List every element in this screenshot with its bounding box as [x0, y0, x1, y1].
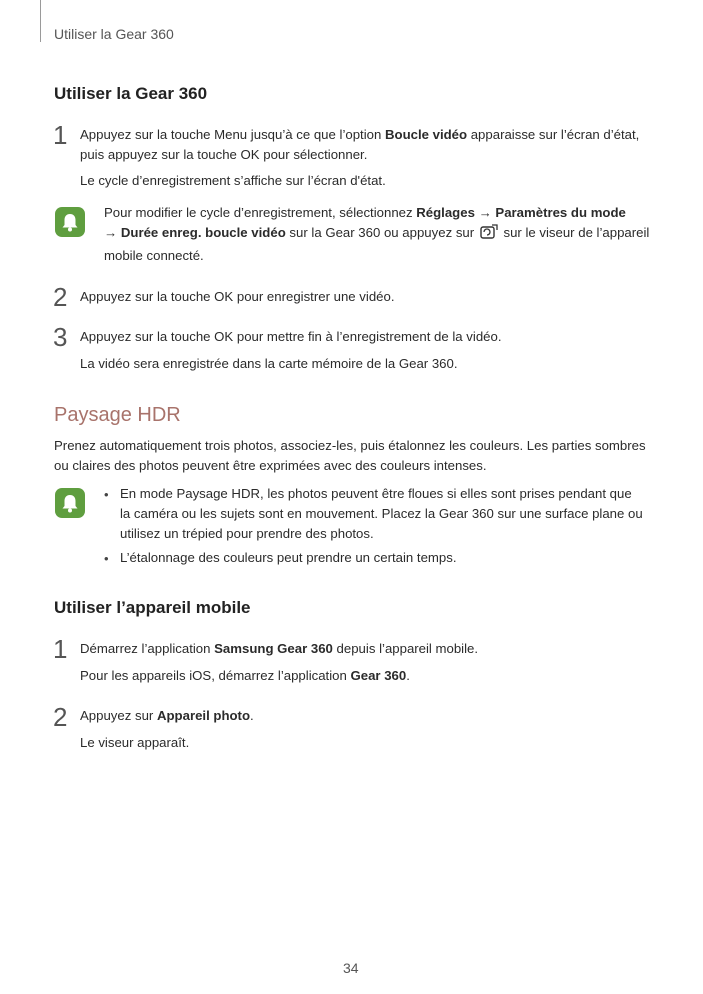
step-text: Appuyez sur Appareil photo. — [80, 708, 254, 723]
note-bell-icon — [55, 207, 85, 237]
section-title-mobile: Utiliser l’appareil mobile — [54, 598, 251, 617]
step-subtext: La vidéo sera enregistrée dans la carte mémoire de la Gear 360. — [80, 356, 458, 371]
loop-settings-icon — [480, 224, 498, 246]
step-number: 2 — [53, 702, 68, 732]
step-number: 3 — [53, 322, 68, 352]
section-intro: Prenez automatiquement trois photos, associez-les, puis étalonnez les couleurs. Les parties sombres ou claires des photos peuvent être exprimées avec des couleurs intenses. — [54, 438, 646, 473]
note-text: Pour modifier le cycle d’enregistrement, sélectionnez Réglages → Paramètres du mode → Durée enreg. boucle vidéo sur la Gear 360 ou appuyez sur sur le viseur de l’appareil mobile connecté. — [104, 205, 650, 263]
step-text: Appuyez sur la touche Menu jusqu’à ce que l’option Boucle vidéo apparaisse sur l’écran d’état, puis appuyez sur la touche OK pour sélectionner. — [80, 127, 640, 162]
step-subtext: Le cycle d’enregistrement s’affiche sur l’écran d'état. — [80, 173, 386, 188]
step-subtext: Le viseur apparaît. — [80, 735, 190, 750]
bullet-marker: • — [104, 487, 109, 502]
header-divider — [40, 0, 41, 42]
running-header: Utiliser la Gear 360 — [54, 26, 174, 42]
step-number: 2 — [53, 282, 68, 312]
note-bullet-item: En mode Paysage HDR, les photos peuvent être floues si elles sont prises pendant que la caméra ou les sujets sont en mouvement. Placez la Gear 360 sur une surface plane ou utilisez un trépied pour prendre des photos. — [120, 486, 643, 541]
step-text: Appuyez sur la touche OK pour mettre fin à l’enregistrement de la vidéo. — [80, 329, 502, 344]
page-number: 34 — [343, 960, 359, 976]
step-text: Appuyez sur la touche OK pour enregistrer une vidéo. — [80, 289, 395, 304]
step-number: 1 — [53, 634, 68, 664]
note-bullet-item: L’étalonnage des couleurs peut prendre un certain temps. — [120, 550, 457, 565]
step-number: 1 — [53, 120, 68, 150]
note-bell-icon — [55, 488, 85, 518]
step-text: Démarrez l’application Samsung Gear 360 depuis l’appareil mobile. — [80, 641, 479, 656]
section-title-hdr: Paysage HDR — [54, 404, 181, 426]
bullet-marker: • — [104, 551, 109, 566]
step-subtext: Pour les appareils iOS, démarrez l’application Gear 360. — [80, 668, 410, 683]
section-title-use-gear: Utiliser la Gear 360 — [54, 84, 208, 103]
